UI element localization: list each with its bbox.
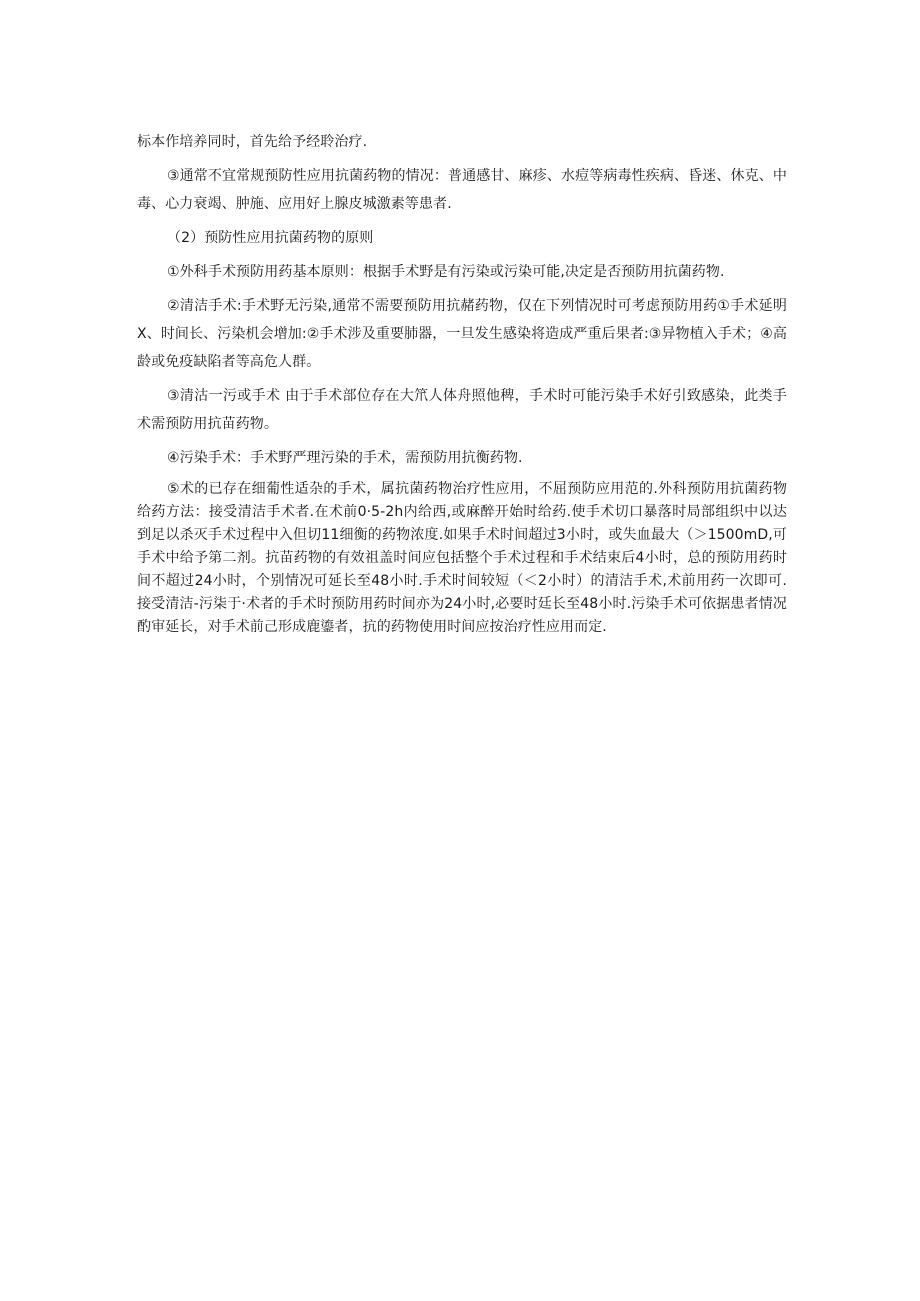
- paragraph-clean-contaminated-surgery: ③清沽一污或手术 由于手术部位存在大笊人体舟照他稗，手术时可能污染手术好引致感染，此类手术需预防用抗苗药物。: [137, 388, 787, 432]
- paragraph-surgery-principle: ①外科手术预防用药基本原则：根据手术野是有污染或污染可能,决定是否预防用抗菌药物.: [167, 264, 725, 280]
- paragraph-continuation: 标本作培养同时，首先给予经聆治疗.: [137, 134, 368, 150]
- paragraph-contraindication: ③通常不宜常规预防性应用抗菌药物的情况：普通感甘、麻疹、水痘等病毒性疾病、昏迷、休克、中毒、心力衰竭、肿施、应用好上腺皮城激素等患者.: [137, 168, 787, 212]
- section-heading: （2）预防性应用抗菌药物的原则: [167, 230, 374, 246]
- paragraph-clean-surgery: ②清洁手术:手术野无污染,通常不需要预防用抗赭药物，仅在下列情况时可考虑预防用药①手术延明X、时间长、污染机会增加:②手术涉及重要肺器，一旦发生感染将造成严重后果者:③异物植入手术；④高龄或免疫缺陷者等高危人群。: [137, 298, 787, 370]
- paragraph-dosing-method: ⑤术的已存在细葡性适杂的手术，属抗菌药物治疗性应用，不屈预防应用范的.外科预防用抗菌药物给药方法：接受清洁手术者.在术前0·5-2h内给西,或麻醉开始时给药.使手术切口暴落时局部组织中以达到足以杀灭手术过程中入但切11细衡的药物浓度.如果手术时间超过3小时，或失血最大（＞1500mD,可手术中给予第二剂。抗苗药物的有效祖盖时间应包括整个手术过程和手术结束后4小时，总的预防用药时间不超过24小时，个别情况可延长至48小时.手术时间较短（＜2小时）的清洁手术,术前用药一次即可.接受清洁-污柒于·术者的手术时预防用药时间亦为24小时,必要时廷长至48小时.污染手术可依据患者情况酌审延长，对手术前己形成鹿鎏者，抗的药物使用时间应按治疗性应用而定.: [137, 481, 787, 635]
- paragraph-contaminated-surgery: ④污染手术：手术野严理污染的手术，需预防用抗衡药物.: [167, 450, 523, 466]
- document-body: [137, 128, 787, 645]
